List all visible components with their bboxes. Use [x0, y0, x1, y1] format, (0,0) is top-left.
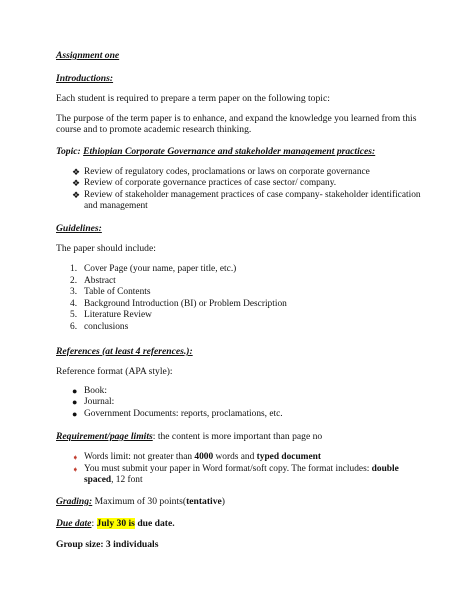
grading-tentative: tentative [186, 496, 222, 507]
guideline-number: 2. [70, 276, 78, 286]
assignment-title: Assignment one [56, 50, 120, 61]
due-date-line [56, 518, 175, 529]
topic-label: Topic: [56, 146, 81, 157]
guideline-number: 5. [70, 310, 78, 320]
requirement-item-1-text: Words limit: not greater than [84, 452, 195, 462]
typed-document-text: typed document [256, 452, 321, 462]
topic-item-2: Review of corporate governance practices of case sector/ company. [84, 178, 337, 188]
due-date-highlight: July 30 is [96, 518, 135, 529]
diamond-bullet-icon: ❖ [72, 178, 81, 188]
intro-paragraph-2-line-2: course and to promote academic research thinking. [56, 124, 252, 135]
topic-item-3: Review of stakeholder management practices of case company- stakeholder identification [84, 190, 421, 200]
grading-line [56, 496, 225, 507]
requirement-rest: : the content is more important than page no [152, 431, 323, 442]
references-intro: Reference format (APA style): [56, 366, 173, 377]
bullet-dot-icon: ● [72, 397, 78, 407]
requirement-item-2 [84, 464, 399, 475]
intro-paragraph-1: Each student is required to prepare a term paper on the following topic: [56, 93, 330, 104]
guidelines-heading: Guidelines: [56, 223, 102, 234]
topic-title: Ethiopian Corporate Governance and stakeholder management practices: [83, 146, 376, 157]
guideline-item-6: conclusions [84, 322, 129, 332]
guideline-item-5: Literature Review [84, 310, 152, 320]
requirement-item-2-continued [84, 475, 143, 486]
requirement-line [56, 431, 322, 442]
intro-paragraph-2-line-1: The purpose of the term paper is to enhance, and expand the knowledge you learned from this [56, 113, 417, 124]
diamond-bullet-icon: ❖ [72, 167, 81, 177]
introductions-heading: Introductions: [56, 73, 114, 84]
guideline-item-3: Table of Contents [84, 287, 151, 297]
topic-item-3-continued: and management [84, 201, 148, 211]
topic-item-1: Review of regulatory codes, proclamations or laws on corporate governance [84, 167, 370, 177]
reference-item-2: Journal: [84, 397, 115, 407]
font-size-text: , 12 font [111, 475, 143, 485]
requirement-item-1-mid: words and [213, 452, 257, 462]
references-heading: References (at least 4 references.): [56, 346, 193, 357]
due-date-heading: Due date [56, 518, 92, 529]
requirement-item-1 [84, 452, 321, 463]
word-limit-number: 4000 [194, 452, 214, 462]
topic-line [56, 146, 375, 157]
guideline-number: 4. [70, 299, 78, 309]
requirement-item-2-text: You must submit your paper in Word format/soft copy. The format includes: [84, 464, 372, 474]
guideline-number: 1. [70, 264, 78, 274]
due-date-rest: due date. [134, 518, 175, 529]
guideline-item-2: Abstract [84, 276, 116, 286]
guideline-number: 6. [70, 322, 78, 332]
grading-close: ) [221, 496, 225, 507]
guideline-number: 3. [70, 287, 78, 297]
spaced-text: spaced [84, 475, 112, 485]
arrow-bullet-icon: ➧ [72, 465, 79, 474]
double-text: double [371, 464, 399, 474]
diamond-bullet-icon: ❖ [72, 190, 81, 200]
requirement-heading: Requirement/page limits [56, 431, 153, 442]
group-size: Group size: 3 individuals [56, 539, 159, 550]
reference-item-1: Book: [84, 386, 107, 396]
guideline-item-4: Background Introduction (BI) or Problem Description [84, 299, 287, 309]
arrow-bullet-icon: ➧ [72, 453, 79, 462]
due-date-colon: : [91, 518, 97, 529]
guideline-item-1: Cover Page (your name, paper title, etc.) [84, 264, 237, 274]
bullet-dot-icon: ● [72, 386, 78, 396]
guidelines-intro: The paper should include: [56, 243, 156, 254]
bullet-dot-icon: ● [72, 409, 78, 419]
grading-heading: Grading: [56, 496, 93, 507]
grading-text: Maximum of 30 points( [92, 496, 187, 507]
reference-item-3: Government Documents: reports, proclamations, etc. [84, 409, 283, 419]
